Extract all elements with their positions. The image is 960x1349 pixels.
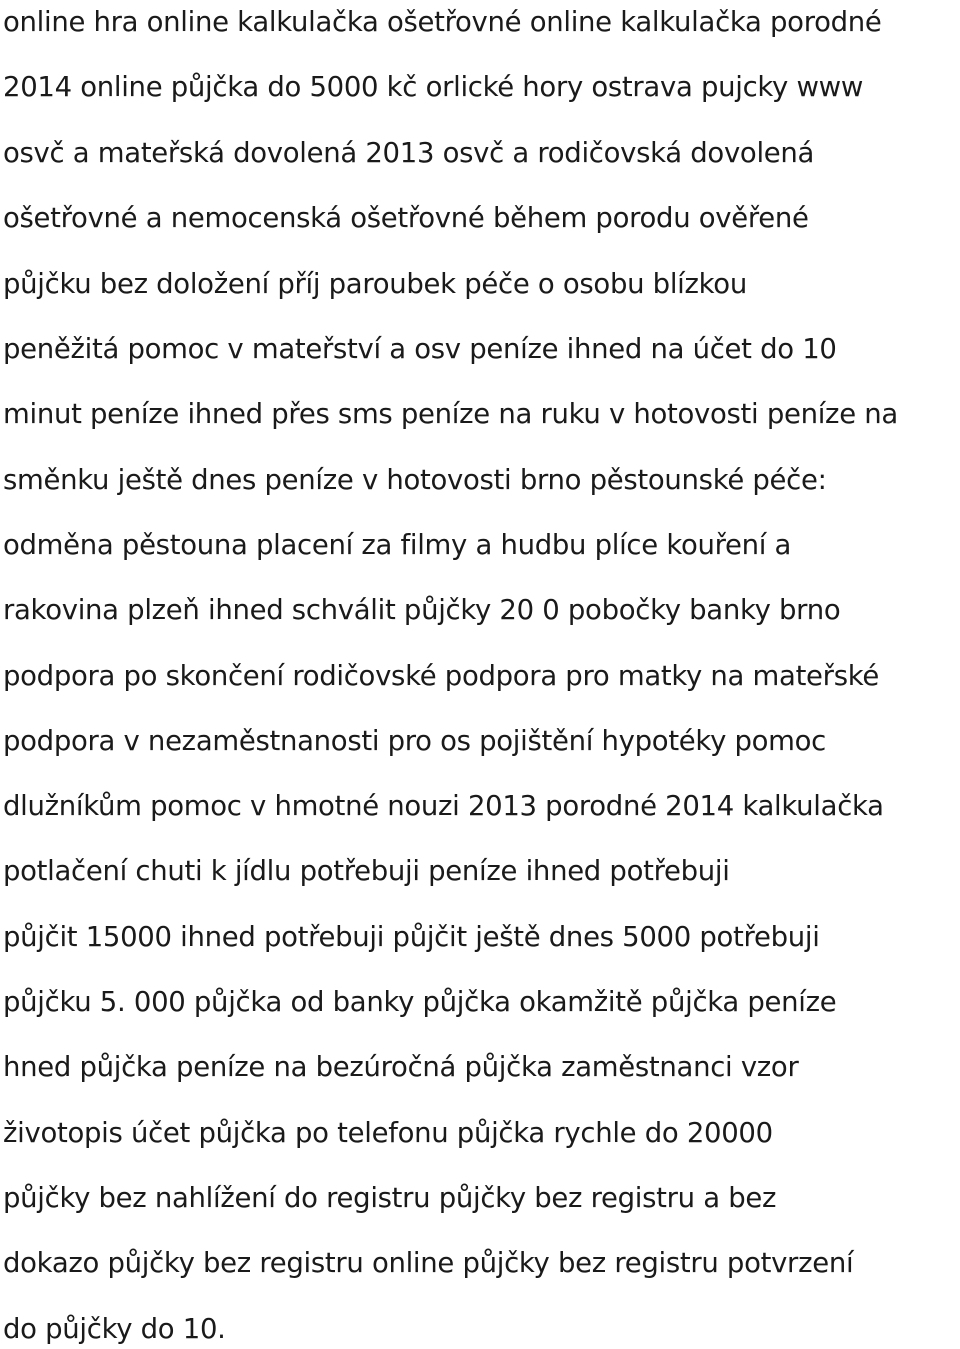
- text-line: směnku ještě dnes peníze v hotovosti brno pěstounské péče:: [3, 464, 827, 496]
- text-line: podpora po skončení rodičovské podpora pro matky na mateřské: [3, 660, 879, 692]
- text-line: do půjčky do 10.: [3, 1313, 226, 1345]
- text-line: rakovina plzeň ihned schválit půjčky 20 0 pobočky banky brno: [3, 594, 841, 626]
- text-line: půjčku bez doložení příj paroubek péče o osobu blízkou: [3, 268, 747, 300]
- text-line: půjčit 15000 ihned potřebuji půjčit ještě dnes 5000 potřebuji: [3, 921, 820, 953]
- text-line: odměna pěstouna placení za filmy a hudbu plíce kouření a: [3, 529, 792, 561]
- text-line: 2014 online půjčka do 5000 kč orlické hory ostrava pujcky www: [3, 71, 864, 103]
- text-line: hned půjčka peníze na bezúročná půjčka zaměstnanci vzor: [3, 1051, 799, 1083]
- text-line: půjčky bez nahlížení do registru půjčky bez registru a bez: [3, 1182, 777, 1214]
- text-line: ošetřovné a nemocenská ošetřovné během porodu ověřené: [3, 202, 809, 234]
- text-line: dlužníkům pomoc v hmotné nouzi 2013 porodné 2014 kalkulačka: [3, 790, 884, 822]
- text-line: dokazo půjčky bez registru online půjčky bez registru potvrzení: [3, 1247, 854, 1279]
- text-line: online hra online kalkulačka ošetřovné online kalkulačka porodné: [3, 6, 882, 38]
- text-line: potlačení chuti k jídlu potřebuji peníze ihned potřebuji: [3, 855, 730, 887]
- text-line: minut peníze ihned přes sms peníze na ruku v hotovosti peníze na: [3, 398, 898, 430]
- text-line: osvč a mateřská dovolená 2013 osvč a rodičovská dovolená: [3, 137, 815, 169]
- text-line: životopis účet půjčka po telefonu půjčka rychle do 20000: [3, 1117, 773, 1149]
- text-line: podpora v nezaměstnanosti pro os pojištění hypotéky pomoc: [3, 725, 826, 757]
- text-line: půjčku 5. 000 půjčka od banky půjčka okamžitě půjčka peníze: [3, 986, 837, 1018]
- text-line: peněžitá pomoc v mateřství a osv peníze ihned na účet do 10: [3, 333, 837, 365]
